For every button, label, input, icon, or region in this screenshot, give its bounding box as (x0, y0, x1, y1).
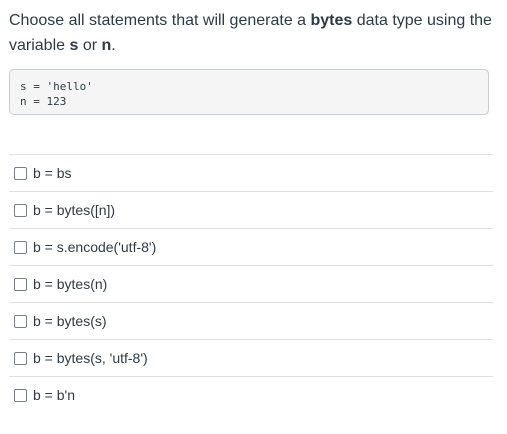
answer-list (9, 154, 493, 413)
answer-label[interactable]: b = bs (33, 165, 72, 181)
answer-option[interactable] (9, 228, 493, 265)
question-variable-s: s (69, 37, 79, 54)
answer-option[interactable] (9, 339, 493, 376)
answer-label[interactable]: b = bytes([n]) (33, 202, 116, 218)
answer-label[interactable]: b = bytes(s, 'utf-8') (33, 350, 148, 366)
question-text (9, 8, 497, 58)
checkbox[interactable] (14, 167, 27, 180)
question-bold-keyword: bytes (310, 12, 353, 29)
answer-label[interactable]: b = b'n (33, 387, 75, 403)
checkbox[interactable] (14, 241, 27, 254)
answer-option[interactable] (9, 191, 493, 228)
answer-option[interactable] (9, 376, 493, 413)
question-text-part: . (111, 37, 116, 54)
answer-label[interactable]: b = bytes(n) (33, 276, 108, 292)
code-line: s = 'hello' (20, 80, 93, 93)
question-text-part: or (78, 37, 102, 54)
checkbox[interactable] (14, 315, 27, 328)
checkbox[interactable] (14, 389, 27, 402)
question-text-part: Choose all statements that will generate a (9, 12, 311, 29)
checkbox[interactable] (14, 278, 27, 291)
answer-label[interactable]: b = bytes(s) (33, 313, 107, 329)
code-line: n = 123 (20, 95, 67, 108)
answer-option[interactable] (9, 154, 493, 191)
answer-option[interactable] (9, 265, 493, 302)
question-text-part: data type using the variable (9, 12, 492, 54)
answer-option[interactable] (9, 302, 493, 339)
checkbox[interactable] (14, 204, 27, 217)
checkbox[interactable] (14, 352, 27, 365)
answer-label[interactable]: b = s.encode('utf-8') (33, 239, 157, 255)
question-variable-n: n (101, 37, 112, 54)
code-block (9, 69, 489, 115)
